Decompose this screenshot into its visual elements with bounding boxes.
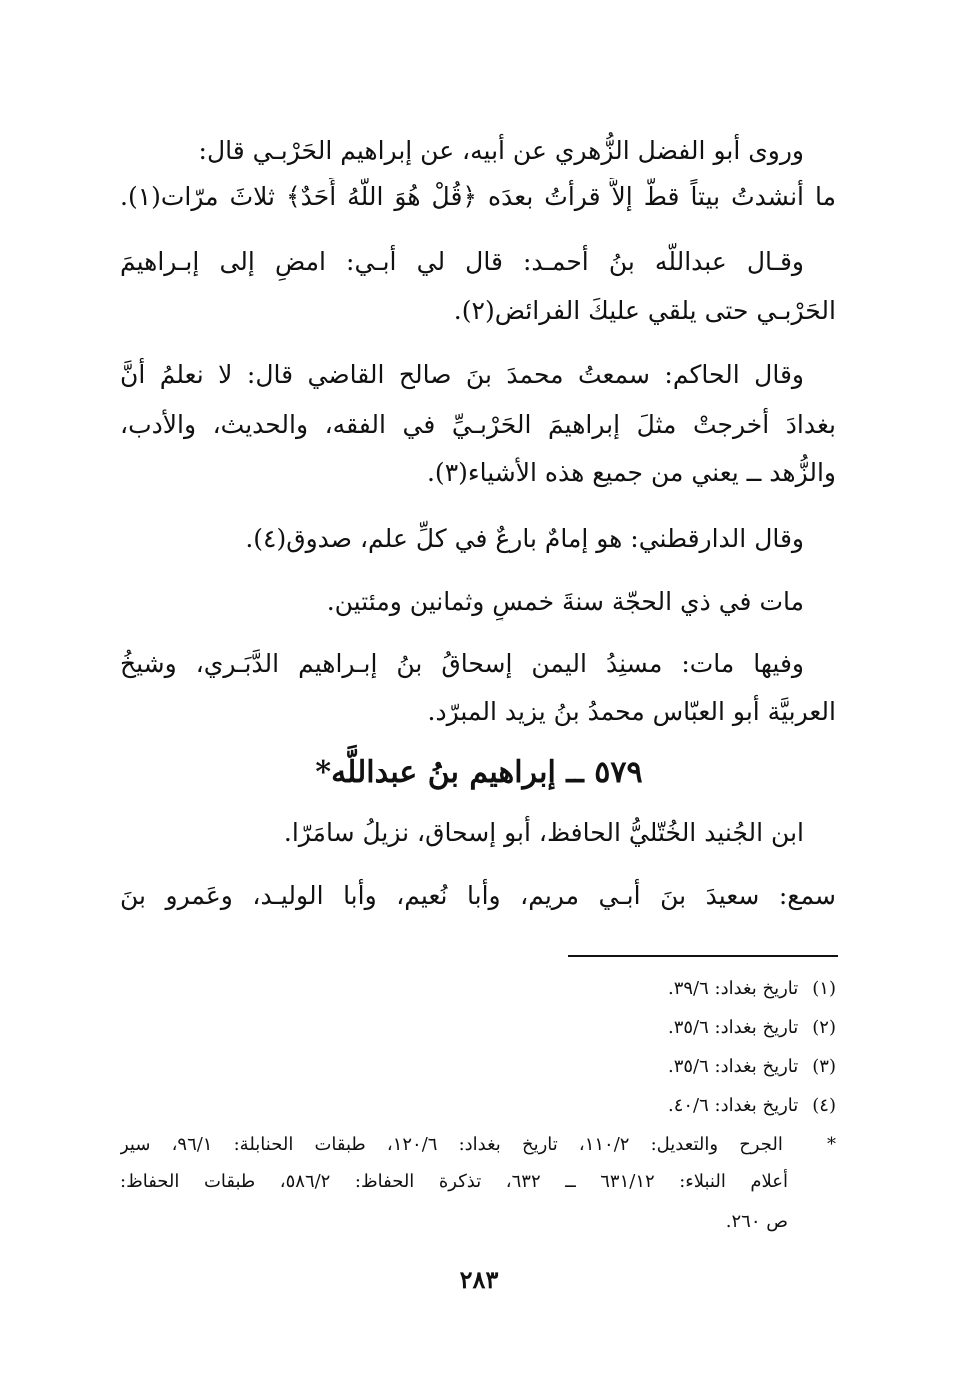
body-line-3: وقـال عبداللَّه بنُ أحمـد: قال لي أبـي: امضِ إلى إبـراهيمَ <box>120 247 804 276</box>
footnote-number: (٢) <box>812 1017 836 1038</box>
footnote-separator <box>568 955 838 957</box>
body-line-6: بغدادَ أخرجتْ مثلَ إبراهيمَ الحَرْبـيِّ في الفقه، والحديث، والأدب، <box>120 410 836 439</box>
source-note-line-2: أعلام النبلاء: ٦٣١/١٢ ــ ٦٣٢، تذكرة الحفاظ: ٥٨٦/٢، طبقات الحفاظ: <box>120 1171 788 1192</box>
footnote-2 <box>668 1014 836 1042</box>
footnote-text: تاريخ بغداد: ٣٩/٦. <box>667 978 799 999</box>
page-number: ٢٨٣ <box>459 1265 499 1294</box>
body-line-10: وفيها مات: مسنِدُ اليمن إسحاقُ بنُ إبـراهيم الدَّبَـري، وشيخُ <box>120 649 804 678</box>
footnote-1 <box>668 975 836 1003</box>
footnote-text: تاريخ بغداد: ٤٠/٦. <box>667 1095 799 1116</box>
footnote-number: (٣) <box>812 1056 836 1077</box>
source-note-line-1 <box>120 1131 836 1159</box>
body-line-1: وروى أبو الفضل الزُّهري عن أبيه، عن إبراهيم الحَرْبـي قال: <box>198 136 804 165</box>
footnote-3 <box>668 1053 836 1081</box>
body-line-8: وقال الدارقطني: هو إمامٌ بارعٌ في كلِّ علم، صدوق(٤). <box>245 524 804 553</box>
footnote-number: (١) <box>812 978 836 999</box>
body-line-2: ما أنشدتُ بيتاً قطُّ إلاَّ قرأتُ بعدَه ﴿قُلْ هُوَ اللَّهُ أَحَدٌ﴾ ثلاثَ مرّات(١). <box>120 182 836 211</box>
body-line-9: مات في ذي الحجّة سنةَ خمسٍ وثمانين ومئتين. <box>326 587 804 616</box>
entry-line-1: ابن الجُنيد الخُتّليُّ الحافظ، أبو إسحاق، نزيلُ سامَرّا. <box>283 818 804 847</box>
entry-heading: ٥٧٩ ــ إبراهيم بنُ عبداللَّه* <box>315 755 643 790</box>
body-line-7: والزُّهد ــ يعني من جميع هذه الأشياء(٣). <box>426 458 836 487</box>
source-note-line-3: ص ٢٦٠. <box>725 1211 788 1232</box>
source-note-text: الجرح والتعديل: ١١٠/٢، تاريخ بغداد: ١٢٠/٦، طبقات الحنابلة: ٩٦/١، سير <box>120 1134 783 1155</box>
source-note-marker: * <box>827 1134 836 1155</box>
body-line-4: الحَرْبـي حتى يلقي عليكَ الفرائض(٢). <box>453 296 836 325</box>
footnote-text: تاريخ بغداد: ٣٥/٦. <box>667 1056 799 1077</box>
entry-line-2: سمع: سعيدَ بنَ أبـي مريم، وأبا نُعيم، وأبا الوليـد، وعَمرو بنَ <box>120 881 836 910</box>
footnote-text: تاريخ بغداد: ٣٥/٦. <box>667 1017 799 1038</box>
body-line-5: وقال الحاكم: سمعتُ محمدَ بنَ صالح القاضي قال: لا نعلمُ أنَّ <box>120 360 804 389</box>
footnote-4 <box>668 1092 836 1120</box>
body-line-11: العربيَّة أبو العبّاس محمدُ بنُ يزيد المبرّد. <box>427 697 836 726</box>
footnote-number: (٤) <box>812 1095 836 1116</box>
